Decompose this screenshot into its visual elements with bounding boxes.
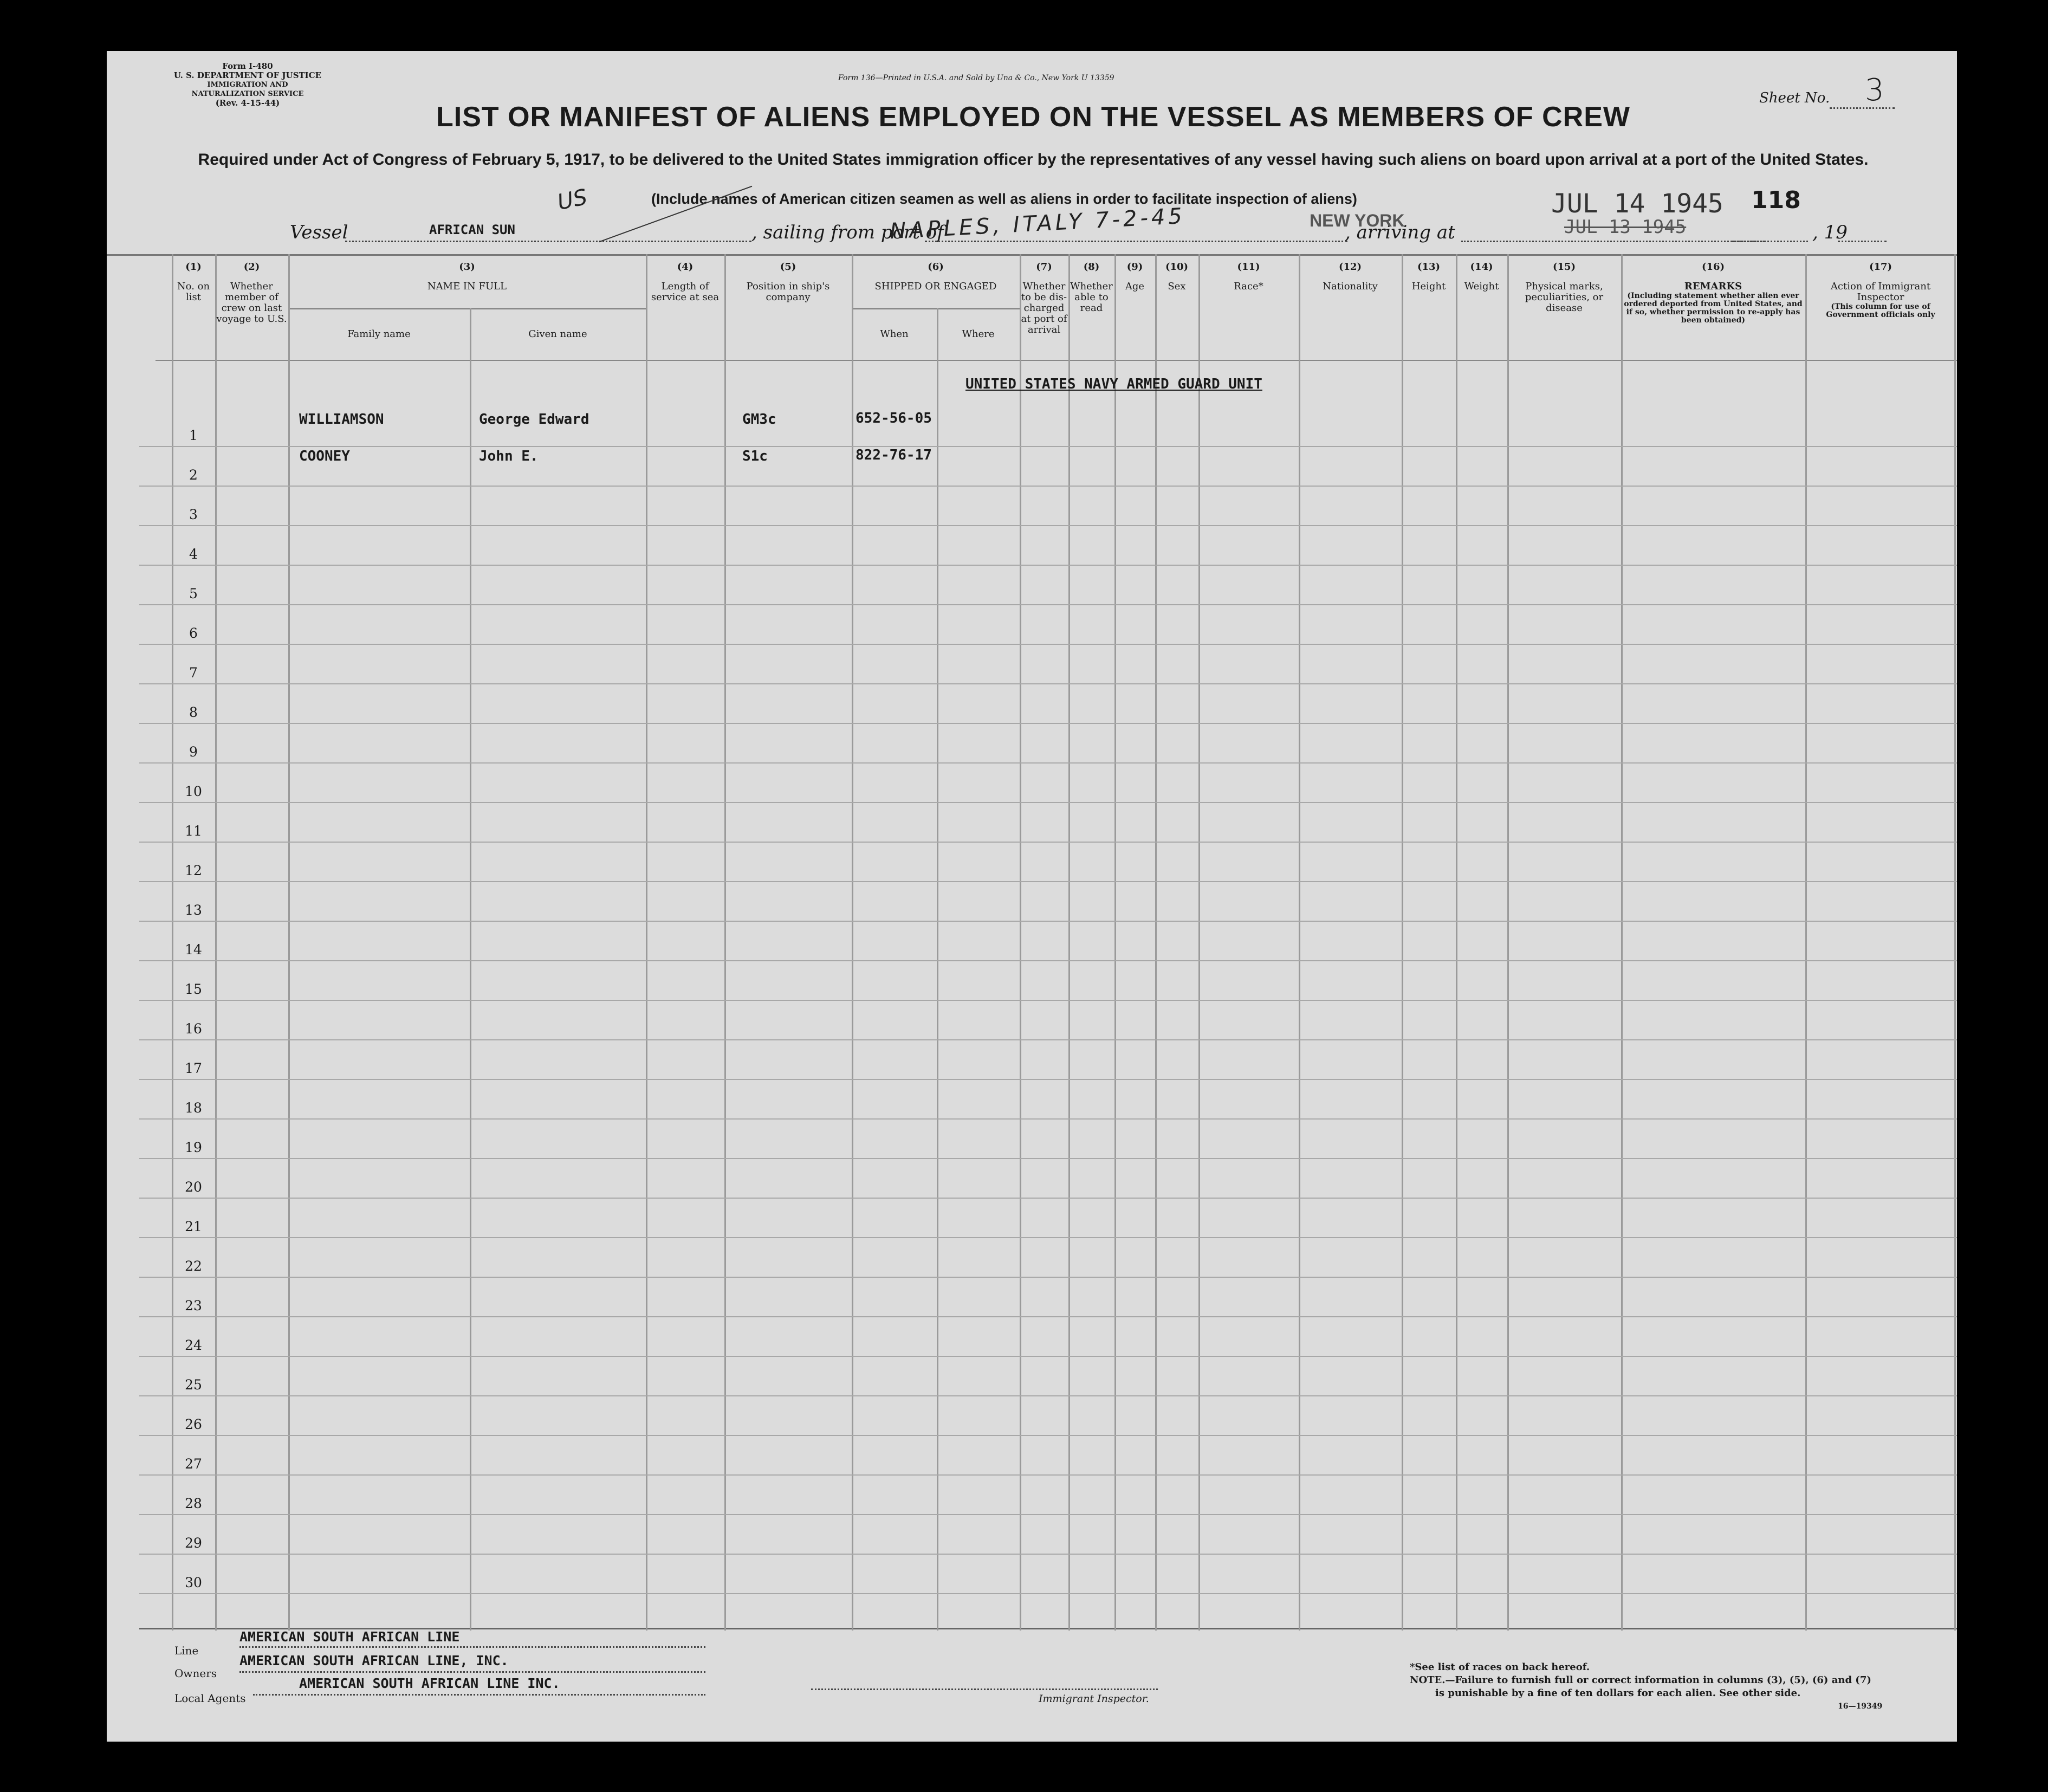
table-top-border <box>107 254 1957 256</box>
col-sep <box>288 254 290 1631</box>
row-number: 3 <box>189 507 198 522</box>
service: IMMIGRATION AND NATURALIZATION SERVICE <box>191 81 304 98</box>
entry-2-given: John E. <box>479 448 539 464</box>
sailing-port: NAPLES, ITALY 7-2-45 <box>889 203 1186 244</box>
col-sep <box>1954 254 1956 1631</box>
form-number: Form I-480 <box>222 61 273 71</box>
row-number: 24 <box>185 1337 202 1353</box>
col-14-header: (14) Weight <box>1464 261 1499 292</box>
row-line <box>139 644 1957 645</box>
entry-1-family: WILLIAMSON <box>299 411 384 428</box>
row-line <box>139 1474 1957 1476</box>
vessel-label: Vessel <box>290 222 348 243</box>
name-subheader-line <box>288 308 646 309</box>
row-line <box>139 1435 1957 1436</box>
row-number: 8 <box>189 704 198 720</box>
year-line <box>1838 241 1887 242</box>
row-line <box>139 1277 1957 1278</box>
col-2-header: (2) Whether member of crew on last voyage to U.S. <box>216 261 287 325</box>
row-number: 14 <box>185 942 202 958</box>
races-note: *See list of races on back hereof. <box>1410 1661 1590 1673</box>
penalty-note: NOTE.—Failure to furnish full or correct information in columns (3), (5), (6) and (7) <box>1410 1674 1871 1686</box>
row-number: 16 <box>185 1021 202 1037</box>
col-sep <box>470 308 471 1631</box>
col-3-family-header: Family name <box>347 328 411 340</box>
col-7-header: (7) Whether to be dis-charged at port of arrival <box>1021 261 1067 335</box>
agents-value: AMERICAN SOUTH AFRICAN LINE INC. <box>299 1675 560 1691</box>
arriving-port-stamp: NEW YORK <box>1310 211 1405 230</box>
header-bottom-border <box>155 360 1957 361</box>
row-line <box>139 525 1957 526</box>
row-line <box>139 1237 1957 1238</box>
section-heading: UNITED STATES NAVY ARMED GUARD UNIT <box>965 376 1262 392</box>
row-number: 13 <box>185 902 202 918</box>
row-number: 21 <box>185 1219 202 1234</box>
entry-1-given: George Edward <box>479 411 589 428</box>
col-17-header: (17) Action of Immigrant Inspector (This column for use of Government officials only <box>1826 261 1935 319</box>
col-5-header: (5) Position in ship's company <box>746 261 830 303</box>
col-12-header: (12) Nationality <box>1323 261 1378 292</box>
row-number: 15 <box>185 981 202 997</box>
row-line <box>139 1593 1957 1594</box>
row-line <box>139 1316 1957 1317</box>
stamp-number: 118 <box>1751 186 1801 214</box>
row-number: 29 <box>185 1535 202 1551</box>
sheet-label: Sheet No. <box>1759 90 1830 106</box>
row-line <box>139 921 1957 922</box>
owners-underline <box>239 1671 705 1673</box>
col-6-where-header: Where <box>962 328 995 340</box>
inspector-label: Immigrant Inspector. <box>1039 1693 1149 1705</box>
page-title: LIST OR MANIFEST OF ALIENS EMPLOYED ON THE VESSEL AS MEMBERS OF CREW <box>436 101 1630 133</box>
col-sep <box>1198 254 1200 1631</box>
row-line <box>139 446 1957 447</box>
col-sep <box>852 254 853 1631</box>
row-line <box>139 1514 1957 1515</box>
row-number: 19 <box>185 1140 202 1155</box>
col-8-header: (8) Whether able to read <box>1070 261 1113 314</box>
date-stamp-primary: JUL 14 1945 <box>1551 189 1723 219</box>
row-line <box>139 881 1957 882</box>
year-label: , 19 <box>1812 222 1848 243</box>
vessel-handwritten-note: US <box>555 184 589 216</box>
row-number: 25 <box>185 1377 202 1393</box>
row-number: 18 <box>185 1100 202 1116</box>
row-line <box>139 1039 1957 1040</box>
col-sep <box>1155 254 1157 1631</box>
entry-1-position: GM3c <box>742 411 776 428</box>
line-value: AMERICAN SOUTH AFRICAN LINE <box>239 1629 460 1645</box>
row-line <box>139 960 1957 961</box>
col-sep <box>1805 254 1807 1631</box>
row-line <box>139 565 1957 566</box>
row-number: 30 <box>185 1575 202 1590</box>
required-statement: Required under Act of Congress of February 5, 1917, to be delivered to the United States immigration officer by the representatives of any vessel having such aliens on board upon arrival at a port of the United States. <box>198 151 1869 169</box>
row-number: 12 <box>185 863 202 878</box>
agents-underline <box>253 1694 705 1696</box>
row-number: 26 <box>185 1416 202 1432</box>
owners-value: AMERICAN SOUTH AFRICAN LINE, INC. <box>239 1653 509 1668</box>
row-line <box>139 1198 1957 1199</box>
row-number: 5 <box>189 586 198 601</box>
sheet-number: 3 <box>1865 73 1884 108</box>
penalty-note-cont: is punishable by a fine of ten dollars for each alien. See other side. <box>1435 1687 1801 1699</box>
date-line <box>1732 241 1808 242</box>
row-line <box>139 802 1957 803</box>
col-sep <box>1299 254 1300 1631</box>
arriving-label: , arriving at <box>1345 222 1455 243</box>
printer-line: Form 136—Printed in U.S.A. and Sold by Una & Co., New York U 13359 <box>838 74 1114 82</box>
row-number: 28 <box>185 1496 202 1511</box>
col-sep <box>1456 254 1457 1631</box>
entry-2-when: 822-76-17 <box>856 447 932 463</box>
col-sep <box>1114 254 1116 1631</box>
row-number: 11 <box>185 823 202 839</box>
col-3-given-header: Given name <box>528 328 587 340</box>
col-10-header: (10) Sex <box>1165 261 1189 292</box>
vessel-line <box>345 241 751 242</box>
row-number: 23 <box>185 1298 202 1314</box>
row-number: 2 <box>189 467 198 483</box>
row-line <box>139 1000 1957 1001</box>
owners-label: Owners <box>174 1667 217 1680</box>
row-number: 6 <box>189 625 198 641</box>
vessel-name: AFRICAN SUN <box>429 222 515 237</box>
agents-label: Local Agents <box>174 1692 246 1705</box>
row-line <box>139 1554 1957 1555</box>
col-15-header: (15) Physical marks, peculiarities, or disease <box>1525 261 1604 314</box>
row-number: 4 <box>189 546 198 562</box>
manifest-table <box>107 254 1957 1631</box>
entry-2-position: S1c <box>742 448 768 464</box>
row-line <box>139 1356 1957 1357</box>
col-3-header: (3) NAME IN FULL <box>427 261 507 292</box>
department: U. S. DEPARTMENT OF JUSTICE <box>173 70 322 80</box>
col-9-header: (9) Age <box>1125 261 1145 292</box>
manifest-sheet <box>107 51 1957 1742</box>
col-sep <box>215 254 217 1631</box>
col-sep <box>1402 254 1403 1631</box>
row-line <box>139 723 1957 724</box>
row-number: 22 <box>185 1258 202 1274</box>
col-sep <box>646 254 647 1631</box>
row-line <box>139 1118 1957 1120</box>
col-6-when-header: When <box>880 328 909 340</box>
row-line <box>139 604 1957 605</box>
row-number: 7 <box>189 665 198 681</box>
revision: (Rev. 4-15-44) <box>215 98 280 108</box>
line-underline <box>239 1646 705 1648</box>
port-line <box>925 241 1347 242</box>
include-note: (Include names of American citizen seamen as well as aliens in order to facilitate inspection of aliens) <box>651 191 1357 207</box>
row-number: 10 <box>185 784 202 799</box>
shipped-subheader-line <box>852 308 1020 309</box>
col-6-header: (6) SHIPPED OR ENGAGED <box>874 261 997 292</box>
col-sep <box>1020 254 1021 1631</box>
col-sep <box>1621 254 1623 1631</box>
col-sep <box>724 254 726 1631</box>
row-line <box>139 683 1957 684</box>
arriving-line <box>1461 241 1765 242</box>
row-line <box>139 1158 1957 1159</box>
col-16-header: (16) REMARKS (Including statement whether alien ever ordered deported from United States, and if so, whether permission to re-apply has been obtained) <box>1624 261 1803 325</box>
entry-2-family: COONEY <box>299 448 350 464</box>
date-stamp-secondary: JUL 13 1945 <box>1564 216 1687 238</box>
col-sep <box>1068 254 1070 1631</box>
row-line <box>139 842 1957 843</box>
col-sep <box>937 308 938 1631</box>
row-number: 17 <box>185 1060 202 1076</box>
entry-1-when: 652-56-05 <box>856 410 932 426</box>
form-code: 16—19349 <box>1838 1702 1883 1711</box>
row-number: 9 <box>189 744 198 760</box>
inspector-signature-line <box>811 1689 1158 1690</box>
row-number: 20 <box>185 1179 202 1195</box>
row-number: 27 <box>185 1456 202 1472</box>
col-13-header: (13) Height <box>1411 261 1446 292</box>
row-line <box>139 1395 1957 1396</box>
col-11-header: (11) Race* <box>1234 261 1263 292</box>
row-number: 1 <box>189 428 198 443</box>
row-line <box>139 1079 1957 1080</box>
col-sep <box>1507 254 1509 1631</box>
line-label: Line <box>174 1644 199 1657</box>
col-4-header: (4) Length of service at sea <box>651 261 720 303</box>
row-line <box>139 486 1957 487</box>
col-1-header: (1) No. on list <box>177 261 210 303</box>
row-line <box>139 762 1957 764</box>
sailing-label: , sailing from port of <box>751 222 944 243</box>
